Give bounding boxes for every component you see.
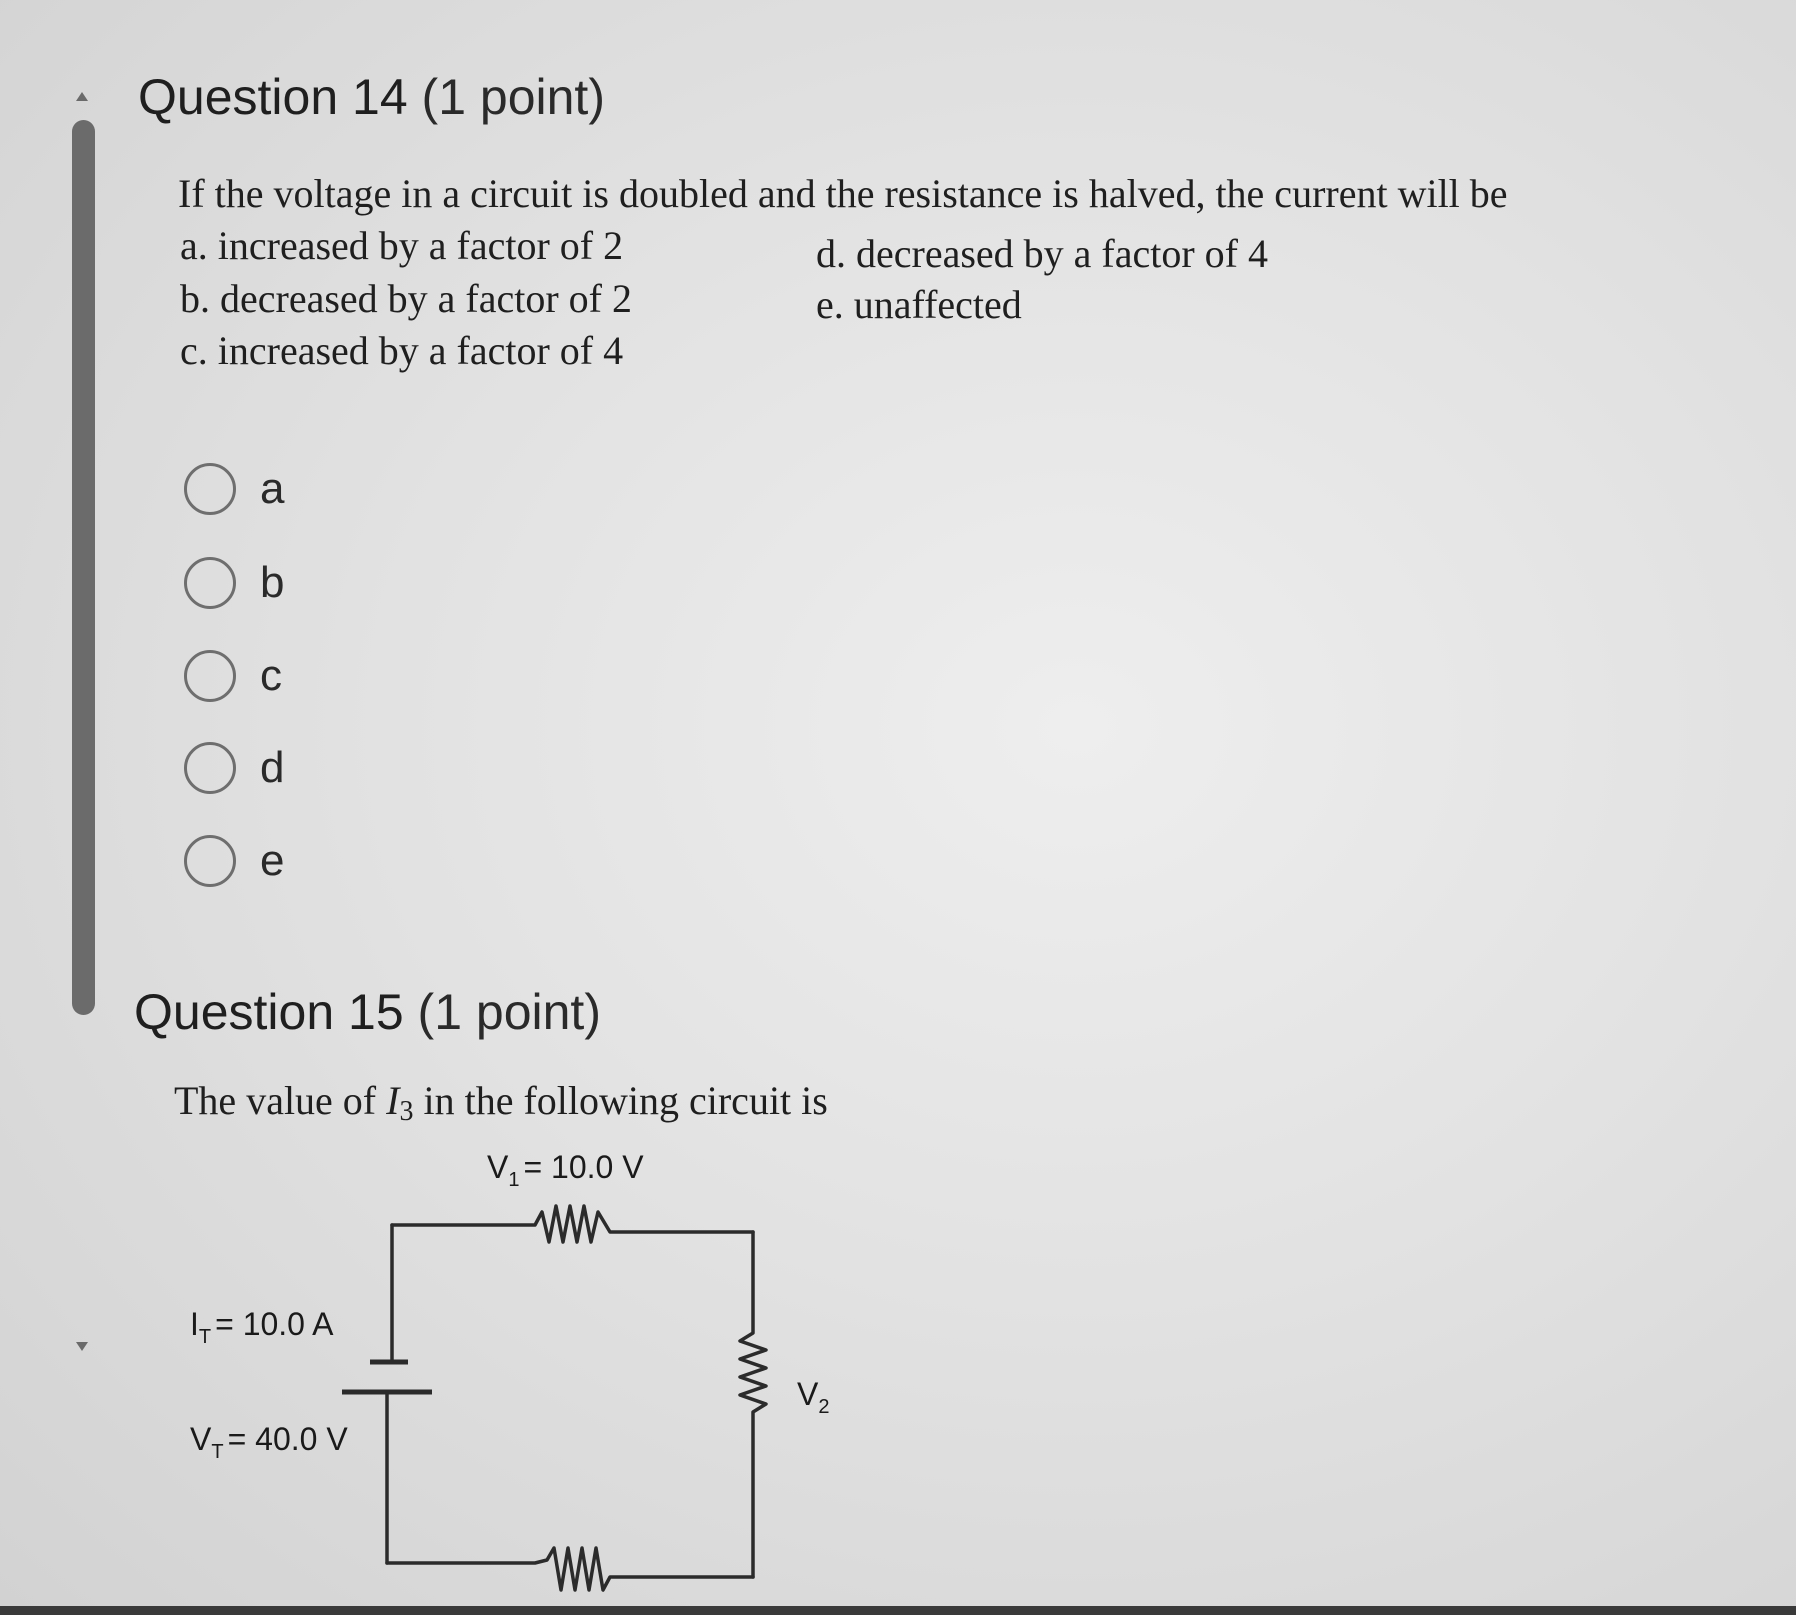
- question-14-option-b-text: b. decreased by a factor of 2: [180, 276, 632, 321]
- choice-a-label[interactable]: a: [260, 464, 285, 513]
- right-wire-with-resistor: [740, 1232, 766, 1577]
- bottom-wire-with-resistor: [387, 1548, 753, 1590]
- question-14-stem: If the voltage in a circuit is doubled and the resistance is halved, the current will be: [178, 171, 1508, 216]
- question-15-stem-before: The value of: [174, 1078, 387, 1123]
- choice-b-label[interactable]: b: [260, 558, 285, 607]
- question-15-stem-after: in the following circuit is: [413, 1078, 828, 1123]
- v1-label: $V_1 = 10.0$ V: [487, 1149, 644, 1191]
- total-voltage-label: $V_T = 40.0$ V: [190, 1421, 348, 1463]
- question-14-option-a-text: a. increased by a factor of 2: [180, 223, 624, 268]
- question-14-option-e-text: e. unaffected: [816, 282, 1022, 327]
- choice-c-label[interactable]: c: [260, 651, 282, 700]
- choice-e-label[interactable]: e: [260, 836, 285, 885]
- question-15-stem-variable: I: [386, 1078, 400, 1123]
- bottom-edge-bar: [0, 1606, 1796, 1615]
- question-15-points: (1 point): [417, 984, 601, 1040]
- question-14-option-d-text: d. decreased by a factor of 4: [816, 231, 1268, 276]
- top-wire-with-resistor: [392, 1206, 753, 1242]
- v2-label: $V_2$: [797, 1376, 830, 1418]
- question-15-stem-subscript: 3: [399, 1096, 414, 1127]
- question-15-number: Question 15: [134, 984, 404, 1040]
- question-14-points: (1 point): [421, 69, 605, 125]
- total-current-label: $I_T = 10.0$ A: [190, 1306, 334, 1348]
- choice-d-label[interactable]: d: [260, 743, 285, 792]
- question-14-option-c-text: c. increased by a factor of 4: [180, 328, 624, 373]
- question-14-number: Question 14: [138, 69, 408, 125]
